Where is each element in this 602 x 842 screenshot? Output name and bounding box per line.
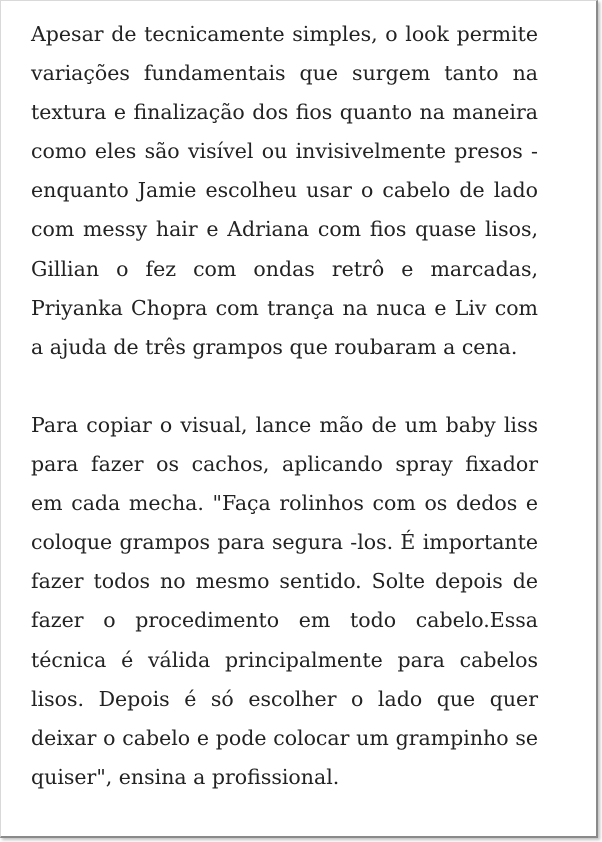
paragraph-2: Para copiar o visual, lance mão de um baby liss para fazer os cachos, aplicando spray fixador em cada mecha. "Faça rolinhos com os dedos e coloque grampos para segura -los. É importante fazer todos no mesmo sentido. Solte depois de fazer o procedimento em todo cabelo.Essa técnica é válida principalmente para cabelos lisos. Depois é só escolher o lado que quer deixar o cabelo e pode colocar um grampinho se quiser", ensina a profissional. — [31, 412, 538, 789]
paragraph-1: Apesar de tecnicamente simples, o look permite variações fundamentais que surgem tanto na textura e finalização dos fios quanto na maneira como eles são visível ou invisivelmente presos - enquanto Jamie escolheu usar o cabelo de lado com messy hair e Adriana com fios quase lisos, Gillian o fez com ondas retrô e marcadas, Priyanka Chopra com trança na nuca e Liv com a ajuda de três grampos que roubaram a cena. — [31, 22, 538, 359]
article-body — [31, 15, 538, 797]
